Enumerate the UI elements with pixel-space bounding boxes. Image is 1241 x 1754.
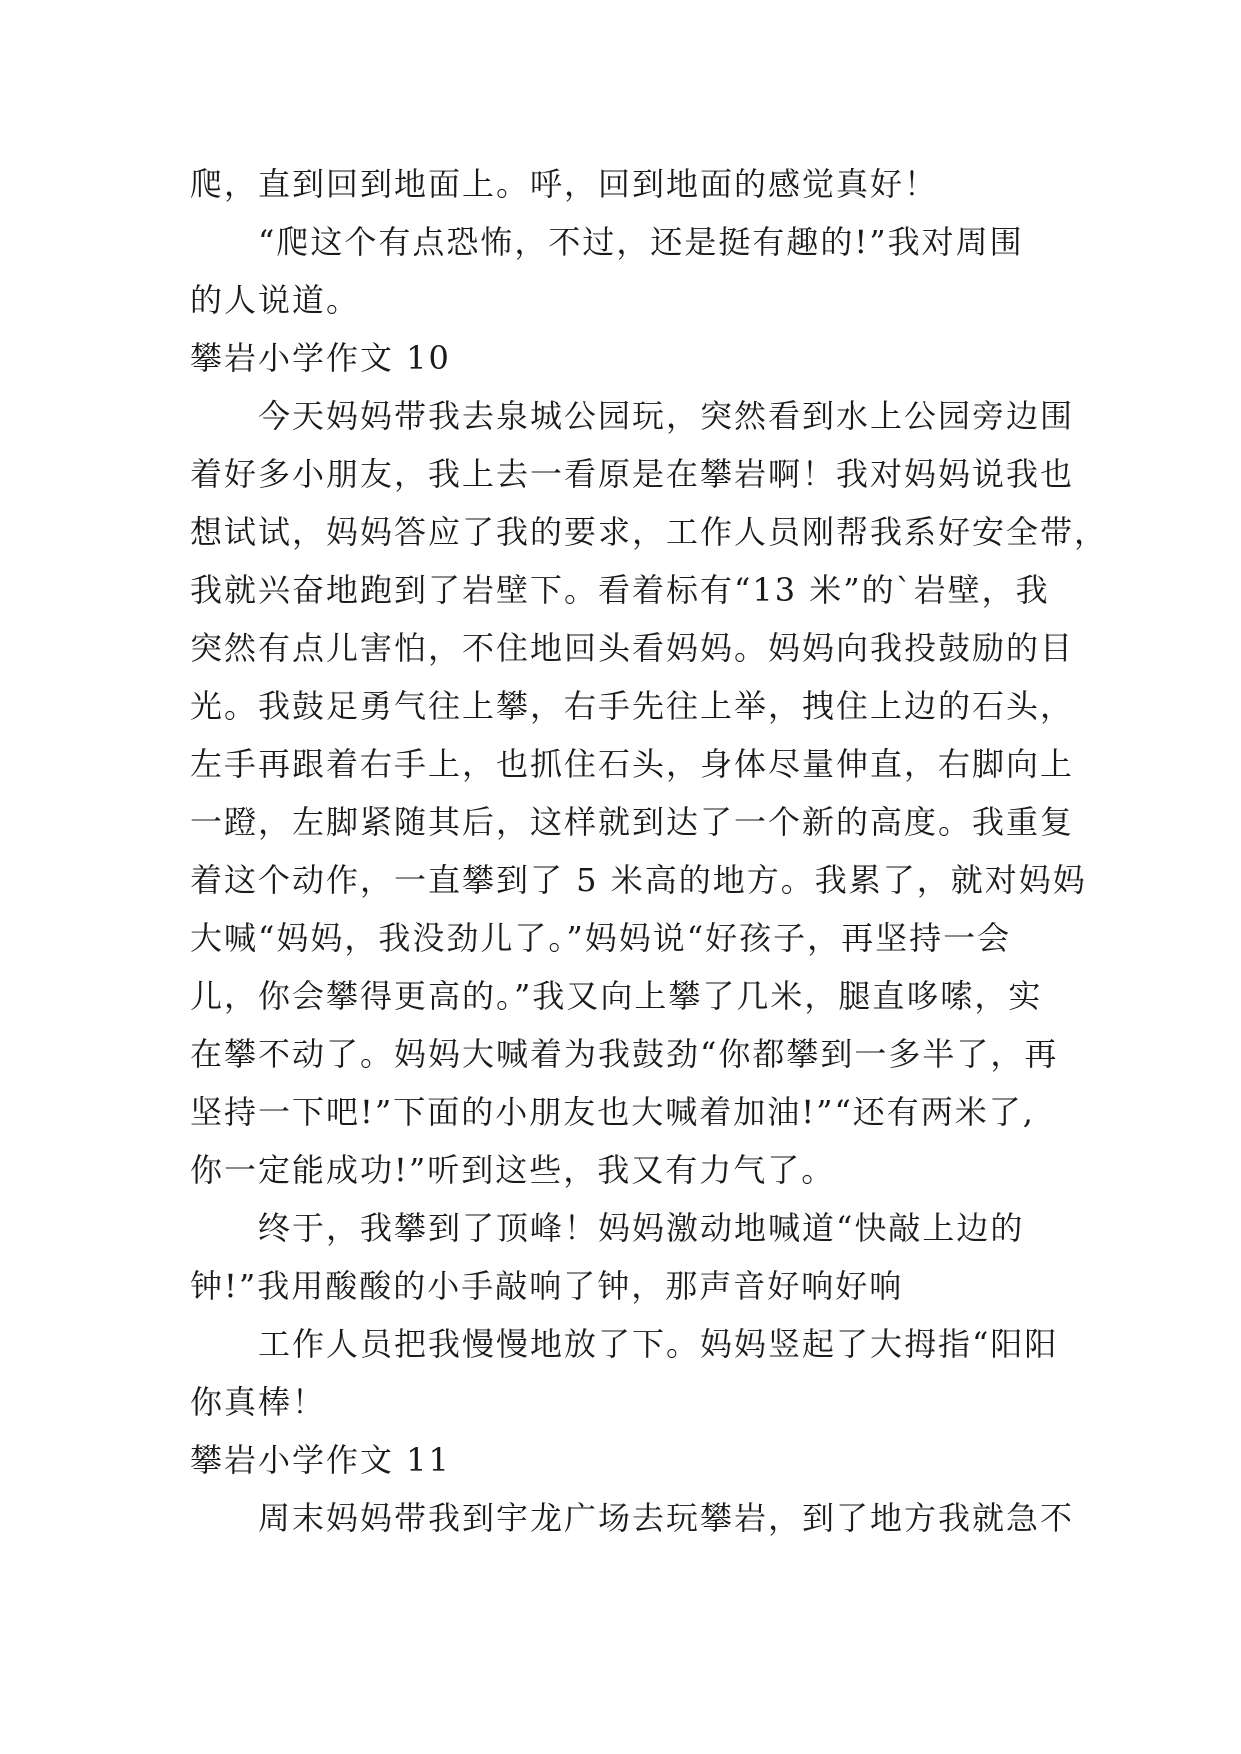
text-line: 我就兴奋地跑到了岩壁下。看着标有“13 米”的`岩壁，我 xyxy=(190,571,1050,609)
text-line: 着好多小朋友，我上去一看原是在攀岩啊！我对妈妈说我也 xyxy=(190,455,1075,493)
text-line: 光。我鼓足勇气往上攀，右手先往上举，拽住上边的石头， xyxy=(190,687,1075,725)
section-heading: 攀岩小学作文 10 xyxy=(190,339,451,377)
text-line: 爬，直到回到地面上。呼，回到地面的感觉真好！ xyxy=(190,165,939,203)
text-line: 突然有点儿害怕，不住地回头看妈妈。妈妈向我投鼓励的目 xyxy=(190,629,1075,667)
text-line: 着这个动作，一直攀到了 5 米高的地方。我累了，就对妈妈 xyxy=(190,861,1087,899)
text-line: 周末妈妈带我到宇龙广场去玩攀岩，到了地方我就急不 xyxy=(258,1499,1075,1537)
text-line: 工作人员把我慢慢地放了下。妈妈竖起了大拇指“阳阳 xyxy=(258,1325,1059,1363)
text-line: 想试试，妈妈答应了我的要求，工作人员刚帮我系好安全带， xyxy=(190,513,1109,551)
section-heading: 攀岩小学作文 11 xyxy=(190,1441,451,1479)
text-line: 一蹬，左脚紧随其后，这样就到达了一个新的高度。我重复 xyxy=(190,803,1075,841)
text-line: 儿，你会攀得更高的。”我又向上攀了几米，腿直哆嗦，实 xyxy=(190,977,1043,1015)
text-line: 你真棒！ xyxy=(190,1383,327,1421)
document-page xyxy=(190,155,1109,1547)
text-line: 的人说道。 xyxy=(190,281,361,319)
text-line: 大喊“妈妈，我没劲儿了。”妈妈说“好孩子，再坚持一会 xyxy=(190,919,1012,957)
text-line: “爬这个有点恐怖，不过，还是挺有趣的!”我对周围 xyxy=(258,223,1024,261)
text-line: 你一定能成功!”听到这些，我又有力气了。 xyxy=(190,1151,836,1189)
text-line: 钟!”我用酸酸的小手敲响了钟，那声音好响好响 xyxy=(190,1267,904,1305)
text-line: 终于，我攀到了顶峰！妈妈激动地喊道“快敲上边的 xyxy=(258,1209,1025,1247)
text-line: 坚持一下吧!”下面的小朋友也大喊着加油!”“还有两米了, xyxy=(190,1093,1035,1131)
text-line: 在攀不动了。妈妈大喊着为我鼓劲“你都攀到一多半了，再 xyxy=(190,1035,1059,1073)
text-line: 左手再跟着右手上，也抓住石头，身体尽量伸直，右脚向上 xyxy=(190,745,1075,783)
text-line: 今天妈妈带我去泉城公园玩，突然看到水上公园旁边围 xyxy=(258,397,1075,435)
